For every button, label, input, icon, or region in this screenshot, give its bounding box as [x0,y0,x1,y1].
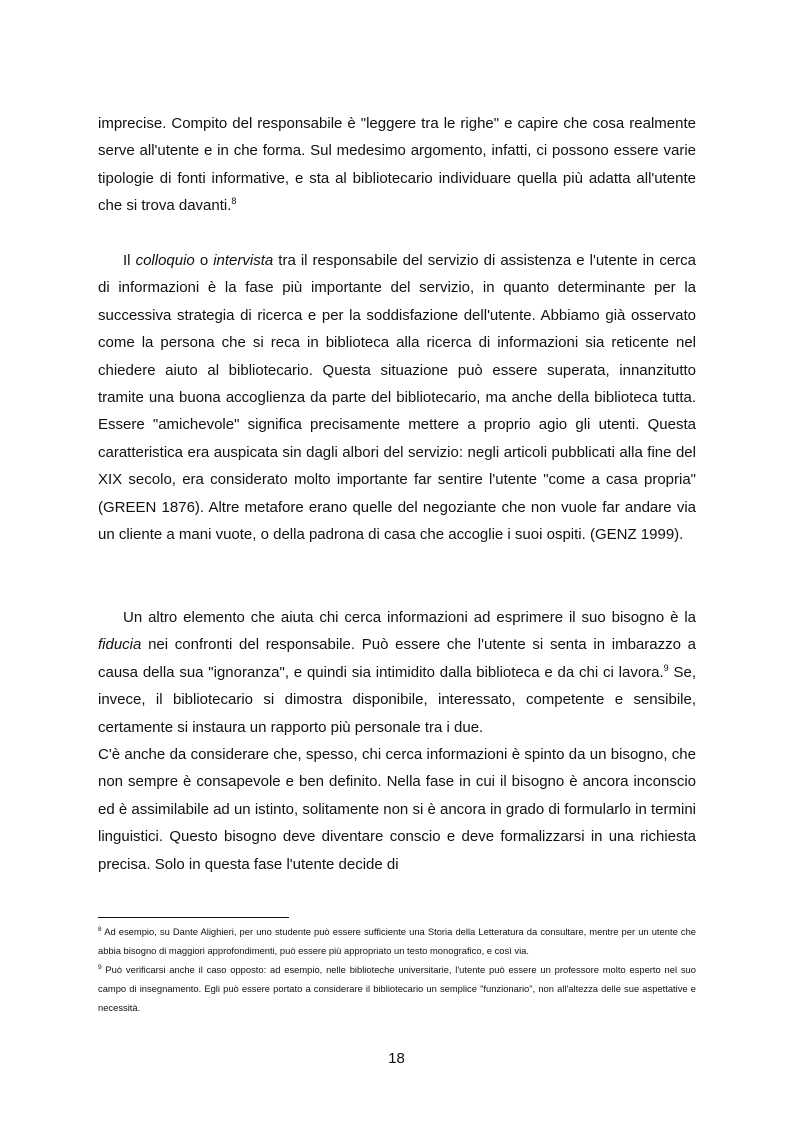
paragraph-2-mid: o [194,252,214,269]
paragraph-3-rest: Se, invece, il bibliotecario si dimostra disponibile, interessato, competente e sensibile, certamente si instaura un rapporto più personale tra i due. [98,663,697,736]
paragraph-3-continuation: C'è anche da considerare che, spesso, chi cerca informazioni è spinto da un bisogno, che non sempre è consapevole e ben definito. Nella fase in cui il bisogno è ancora inconscio ed è assimilabile ad un istinto, solitamente non si è ancora in grado di formularlo in termini linguistici. Questo bisogno deve diventare conscio e deve formalizzarsi in una richiesta precisa. Solo in questa fase l'utente decide di [98,746,696,873]
footnote-mark: 8 [98,926,102,933]
paragraph-1-text: imprecise. Compito del responsabile è "leggere tra le righe" e capire che cosa realmente serve all'utente e in che forma. Sul medesimo argomento, infatti, ci possono essere varie tipologie di fonti informative, e sta al bibliotecario individuare quella più adatta all'utente che si trova davanti. [98,115,696,215]
paragraph-3 [98,604,696,878]
term-colloquio: colloquio [135,252,195,269]
paragraph-2-rest: tra il responsabile del servizio di assistenza e l'utente in cerca di informazioni è la fase più importante del servizio, in quanto determinante per la successiva strategia di ricerca e per la soddisfazione dell'utente. Abbiamo già osservato come la persona che si reca in biblioteca alla ricerca di informazioni sia reticente nel chiedere aiuto al bibliotecario. Questa situazione può essere superata, innanzitutto tramite una buona accoglienza da parte del bibliotecario, ma anche della biblioteca tutta. Essere "amichevole" significa precisamente mettere a proprio agio gli utenti. Questa caratteristica era auspicata sin dagli albori del servizio: negli articoli pubblicati alla fine del XIX secolo, era considerato molto importante far sentire l'utente "come a casa propria" (GREEN 1876). Altre metafore erano quelle del negoziante che non vuole far andare via un cliente a mani vuote, o della padrona di casa che accoglie i suoi ospiti. (GENZ 1999). [98,252,696,544]
footnote-text: Ad esempio, su Dante Alighieri, per uno studente può essere sufficiente una Storia della Letteratura da consultare, mentre per un utente che abbia bisogno di maggiori approfondimenti, può essere più appropriato un testo monografico, e così via. [98,926,696,956]
page-number: 18 [388,1050,405,1067]
paragraph-3-lead: Un altro elemento che aiuta chi cerca informazioni ad esprimere il suo bisogno è la [123,609,696,626]
paragraph-2-lead: Il [123,252,136,269]
footnote-8 [98,922,696,960]
paragraph-1 [98,110,696,220]
paragraph-2 [98,247,696,548]
term-fiducia: fiducia [98,636,142,654]
footnote-ref-8: 8 [231,196,237,207]
footnote-separator [98,917,289,918]
footnote-text: Può verificarsi anche il caso opposto: ad esempio, nelle biblioteche universitarie, l'utente può essere un professore molto esperto nel suo campo di insegnamento. Egli può essere portato a considerare il bibliotecario un semplice "funzionario", non all'altezza delle sue aspettative e necessità. [98,964,696,1013]
footnote-mark: 9 [98,964,102,971]
footnote-ref-9: 9 [663,662,669,673]
term-intervista: intervista [213,252,274,269]
paragraph-3-mid: nei confronti del responsabile. Può essere che l'utente si senta in imbarazzo a causa della sua "ignoranza", e quindi sia intimidito dalla biblioteca e da chi ci lavora. [98,636,696,681]
footnote-9 [98,960,696,1017]
